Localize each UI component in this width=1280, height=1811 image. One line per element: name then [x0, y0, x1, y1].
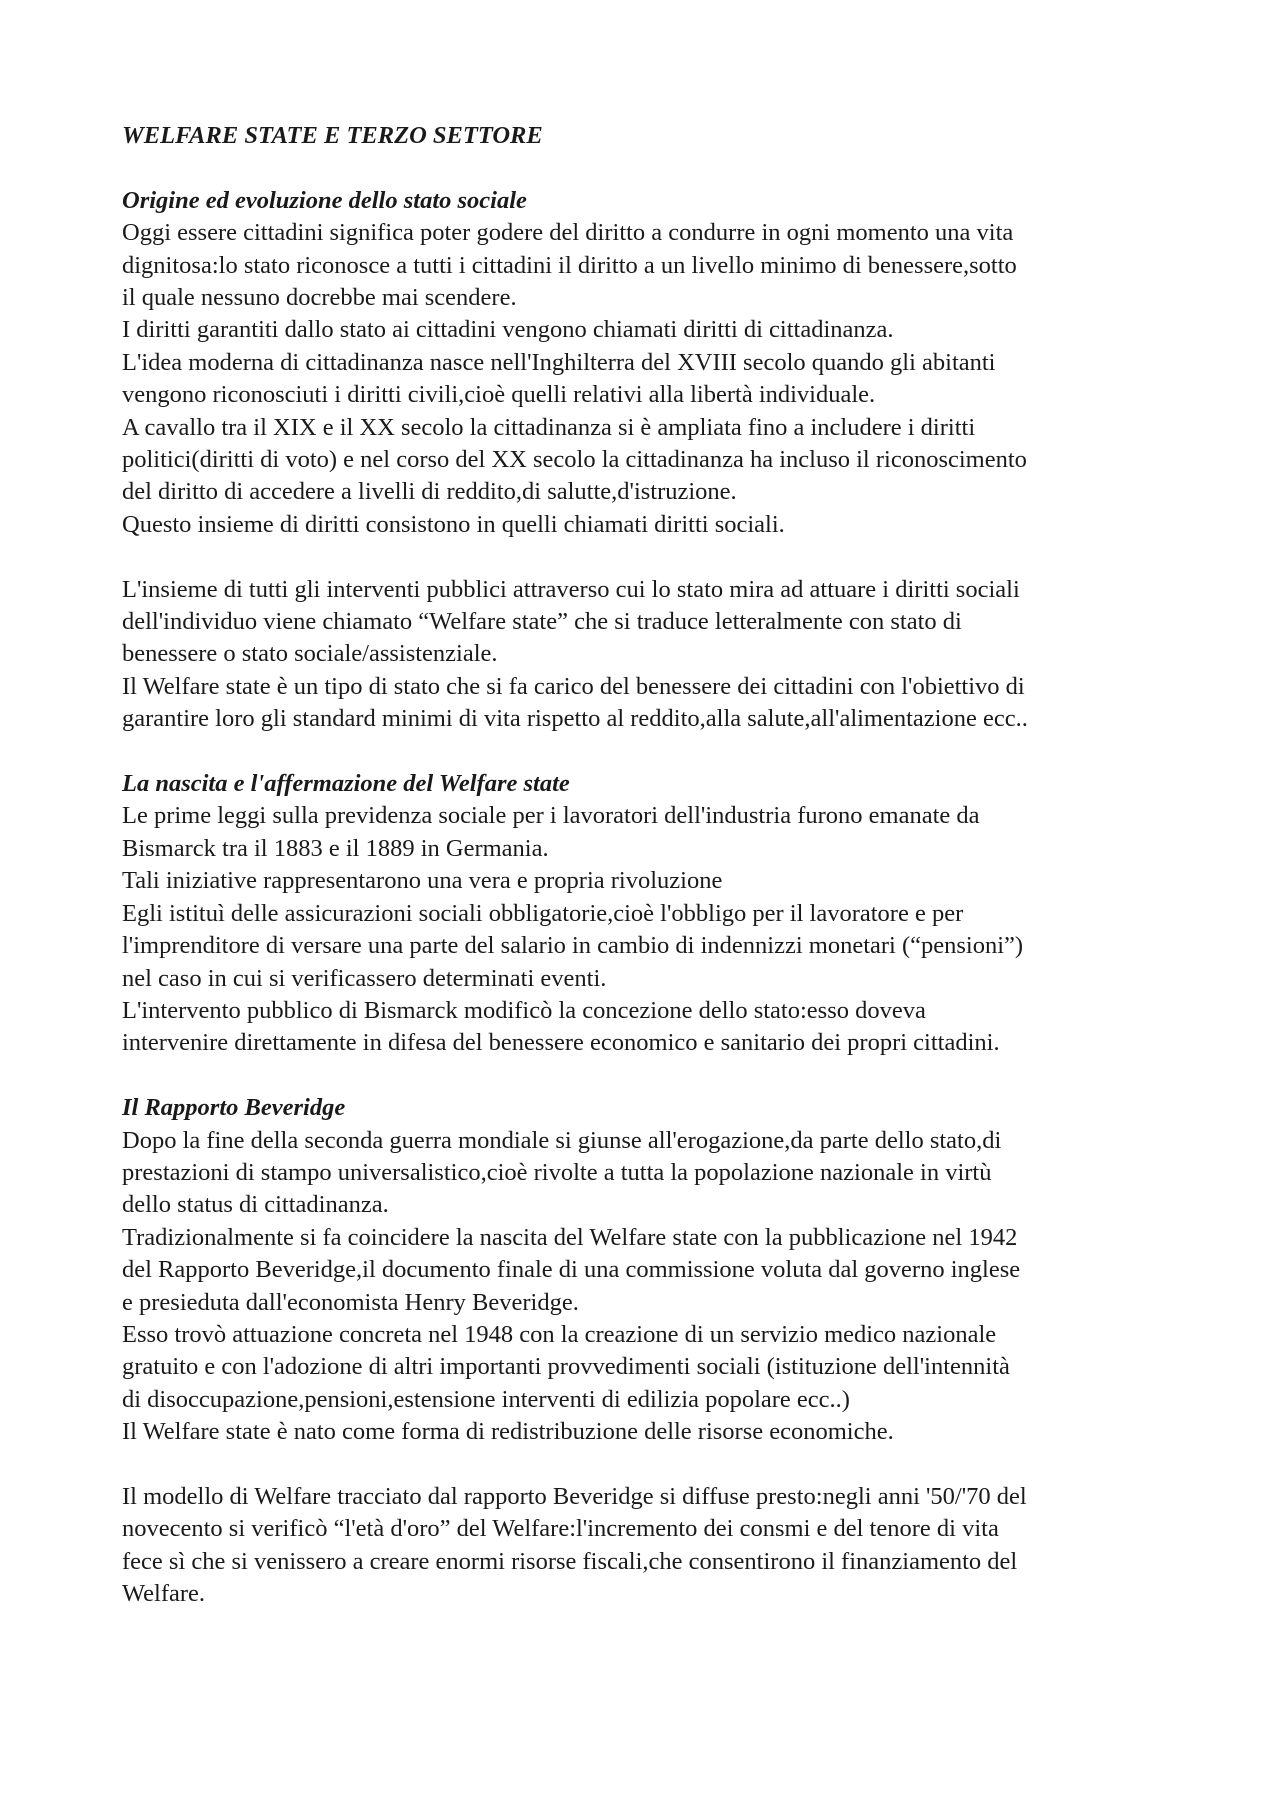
- text-line: prestazioni di stampo universalistico,cioè rivolte a tutta la popolazione nazionale in virtù: [122, 1158, 992, 1186]
- document-title: WELFARE STATE E TERZO SETTORE: [122, 122, 543, 149]
- text-line: vengono riconosciuti i diritti civili,cioè quelli relativi alla libertà individuale.: [122, 381, 876, 409]
- text-line: Egli istituì delle assicurazioni sociali obbligatorie,cioè l'obbligo per il lavoratore e per: [122, 899, 964, 927]
- section-heading: Il Rapporto Beveridge: [122, 1094, 346, 1122]
- text-line: novecento si verificò “l'età d'oro” del Welfare:l'incremento dei consmi e del tenore di vita: [122, 1515, 999, 1543]
- paragraph: [122, 412, 1160, 509]
- section: [122, 1092, 1160, 1610]
- text-line: L'idea moderna di cittadinanza nasce nell'Inghilterra del XVIII secolo quando gli abitanti: [122, 348, 996, 376]
- paragraph: [122, 865, 1160, 897]
- text-line: Tradizionalmente si fa coincidere la nascita del Welfare state con la pubblicazione nel 1942: [122, 1223, 1018, 1251]
- text-line: Bismarck tra il 1883 e il 1889 in Germania.: [122, 834, 549, 862]
- text-line: gratuito e con l'adozione di altri importanti provvedimenti sociali (istituzione dell'intennità: [122, 1353, 1010, 1381]
- paragraph: [122, 1416, 1160, 1448]
- paragraph: [122, 217, 1160, 314]
- text-line: Dopo la fine della seconda guerra mondiale si giunse all'erogazione,da parte dello stato,di: [122, 1126, 1002, 1154]
- text-line: garantire loro gli standard minimi di vita rispetto al reddito,alla salute,all'alimentazione ecc..: [122, 705, 1028, 733]
- text-line: Questo insieme di diritti consistono in quelli chiamati diritti sociali.: [122, 510, 785, 538]
- paragraph: [122, 1125, 1160, 1222]
- text-line: L'insieme di tutti gli interventi pubblici attraverso cui lo stato mira ad attuare i diritti sociali: [122, 575, 1020, 603]
- text-line: Il Welfare state è un tipo di stato che si fa carico del benessere dei cittadini con l'obiettivo di: [122, 672, 1025, 700]
- text-line: benessere o stato sociale/assistenziale.: [122, 640, 498, 668]
- paragraph: [122, 671, 1160, 736]
- text-line: di disoccupazione,pensioni,estensione interventi di edilizia popolare ecc..): [122, 1385, 850, 1413]
- section-heading: La nascita e l'affermazione del Welfare state: [122, 770, 570, 798]
- section-heading: Origine ed evoluzione dello stato sociale: [122, 186, 527, 214]
- paragraph: [122, 1319, 1160, 1416]
- paragraph: [122, 898, 1160, 995]
- text-line: del diritto di accedere a livelli di reddito,di salutte,d'istruzione.: [122, 478, 737, 506]
- text-line: fece sì che si venissero a creare enormi risorse fiscali,che consentirono il finanziamento del: [122, 1547, 1018, 1575]
- paragraph: [122, 574, 1160, 671]
- paragraph: [122, 995, 1160, 1060]
- text-line: Il Welfare state è nato come forma di redistribuzione delle risorse economiche.: [122, 1418, 894, 1446]
- text-line: nel caso in cui si verificassero determinati eventi.: [122, 964, 607, 992]
- section: [122, 768, 1160, 1060]
- text-line: il quale nessuno docrebbe mai scendere.: [122, 284, 517, 312]
- paragraph: [122, 314, 1160, 346]
- text-line: L'intervento pubblico di Bismarck modificò la concezione dello stato:esso doveva: [122, 996, 926, 1024]
- text-line: e presieduta dall'economista Henry Beveridge.: [122, 1288, 579, 1316]
- text-line: del Rapporto Beveridge,il documento finale di una commissione voluta dal governo inglese: [122, 1256, 1021, 1284]
- text-line: dello status di cittadinanza.: [122, 1191, 389, 1219]
- paragraph: [122, 347, 1160, 412]
- paragraph: [122, 1222, 1160, 1319]
- paragraph: [122, 509, 1160, 541]
- text-line: Le prime leggi sulla previdenza sociale per i lavoratori dell'industria furono emanate da: [122, 802, 980, 830]
- paragraph: [122, 1481, 1160, 1611]
- text-line: Tali iniziative rappresentarono una vera e propria rivoluzione: [122, 867, 723, 895]
- text-line: intervenire direttamente in difesa del benessere economico e sanitario dei propri cittadini.: [122, 1029, 1000, 1057]
- text-line: Esso trovò attuazione concreta nel 1948 con la creazione di un servizio medico nazionale: [122, 1320, 997, 1348]
- section: [122, 185, 1160, 736]
- text-line: Il modello di Welfare tracciato dal rapporto Beveridge si diffuse presto:negli anni '50/'70 del: [122, 1482, 1027, 1510]
- document-body: [122, 185, 1160, 1611]
- paragraph: [122, 800, 1160, 865]
- text-line: dignitosa:lo stato riconosce a tutti i cittadini il diritto a un livello minimo di benessere,sotto: [122, 251, 1017, 279]
- text-line: Oggi essere cittadini significa poter godere del diritto a condurre in ogni momento una vita: [122, 219, 1014, 247]
- text-line: Welfare.: [122, 1580, 206, 1608]
- text-line: I diritti garantiti dallo stato ai cittadini vengono chiamati diritti di cittadinanza.: [122, 316, 894, 344]
- text-line: l'imprenditore di versare una parte del salario in cambio di indennizzi monetari (“pensioni”): [122, 932, 1024, 960]
- text-line: politici(diritti di voto) e nel corso del XX secolo la cittadinanza ha incluso il riconoscimento: [122, 446, 1027, 474]
- text-line: A cavallo tra il XIX e il XX secolo la cittadinanza si è ampliata fino a includere i diritti: [122, 413, 976, 441]
- text-line: dell'individuo viene chiamato “Welfare state” che si traduce letteralmente con stato di: [122, 608, 962, 636]
